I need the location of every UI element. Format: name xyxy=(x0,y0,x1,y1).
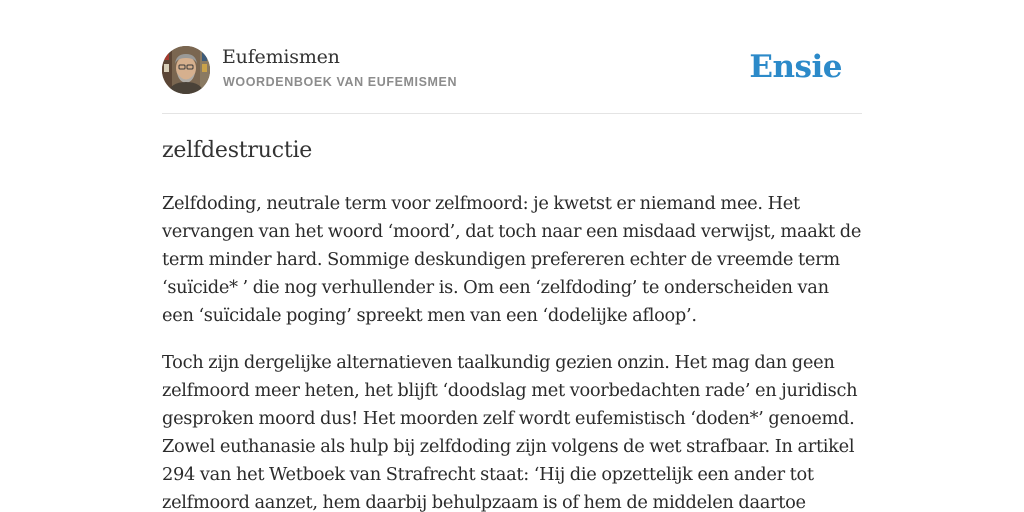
brand-logo[interactable]: Ensie xyxy=(749,49,842,85)
avatar-image xyxy=(162,46,210,94)
entry-body xyxy=(162,190,862,512)
author-avatar[interactable] xyxy=(162,46,210,94)
entry-title: zelfdestructie xyxy=(162,138,313,163)
entry-paragraph: Toch zijn dergelijke alternatieven taalkundig gezien onzin. Het mag dan geen zelfmoord meer heten, het blijft ‘doodslag met voorbedachten rade’ en juridisch gesproken moord dus! Het moorden zelf wordt eufemistisch ‘doden*’ genoemd. Zowel euthanasie als hulp bij zelfdoding zijn volgens de wet strafbaar. In artikel 294 van het Wetboek van Strafrecht staat: ‘Hij die opzettelijk een ander tot zelfmoord aanzet, hem daarbij behulpzaam is of hem de middelen daartoe xyxy=(162,352,858,512)
author-subtitle[interactable]: WOORDENBOEK VAN EUFEMISMEN xyxy=(223,75,458,89)
site-header xyxy=(162,0,862,114)
author-name[interactable]: Eufemismen xyxy=(222,46,340,68)
page-container xyxy=(162,0,862,512)
entry-paragraph: Zelfdoding, neutrale term voor zelfmoord: je kwetst er niemand mee. Het vervangen van het woord ‘moord’, dat toch naar een misdaad verwijst, maakt de term minder hard. Sommige deskundigen prefereren echter de vreemde term ‘suïcide* ’ die nog verhullender is. Om een ‘zelfdoding’ te onderscheiden van een ‘suïcidale poging’ spreekt men van een ‘dodelijke afloop’. xyxy=(162,193,862,326)
